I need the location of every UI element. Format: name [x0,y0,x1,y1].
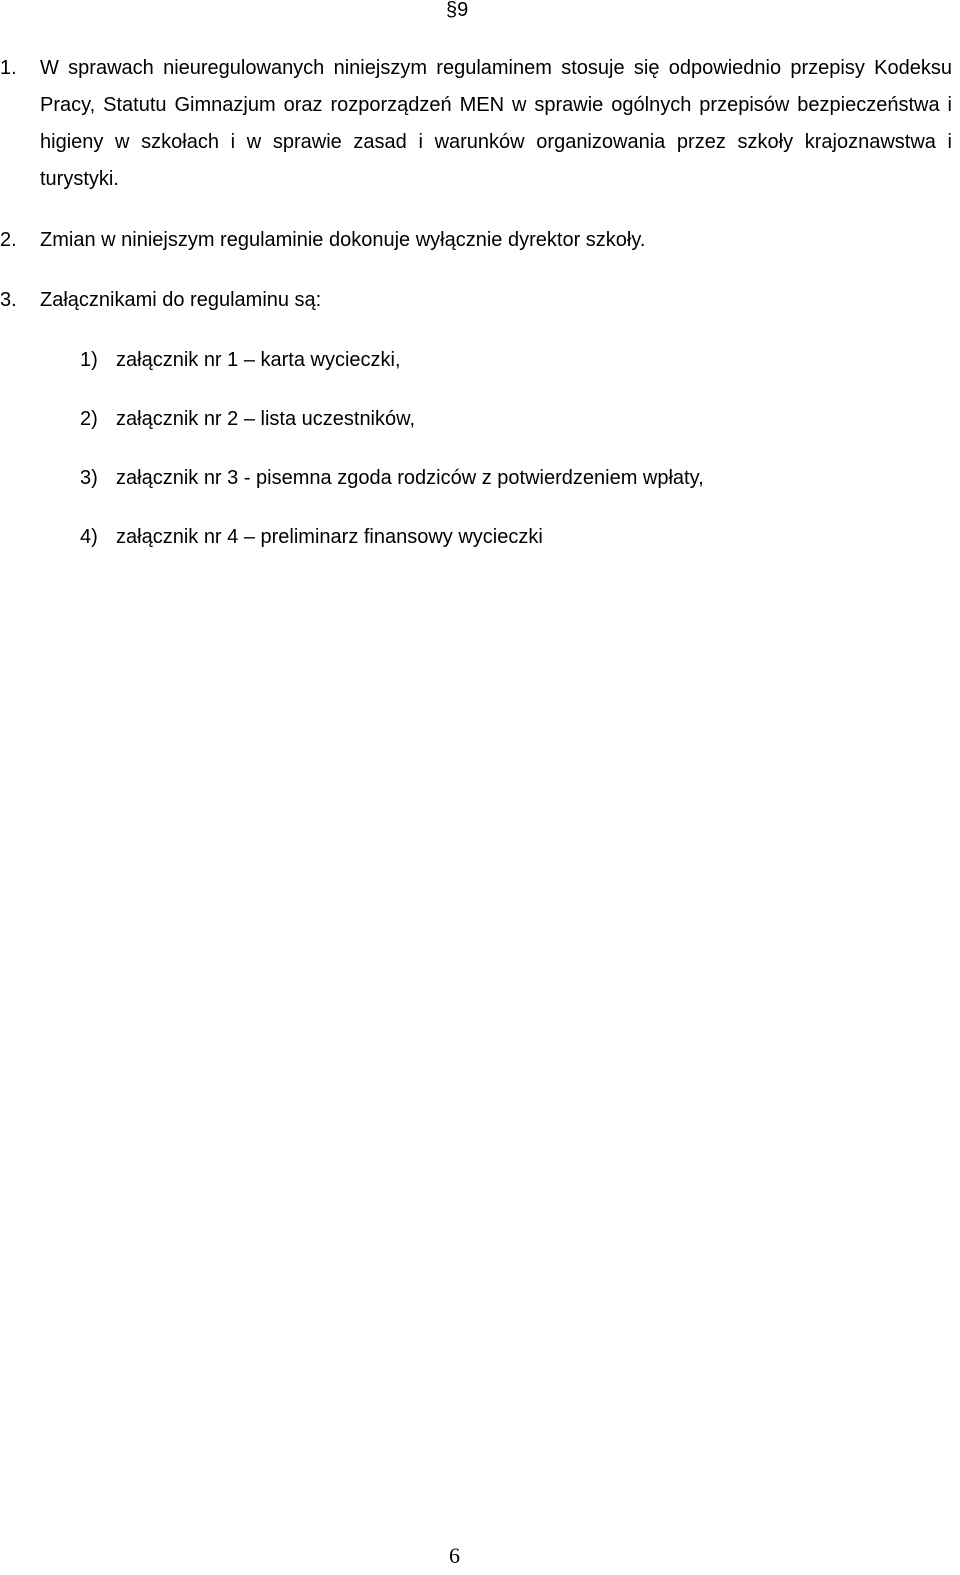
paragraph-number: 1. [0,57,17,79]
attachment-number: 2) [80,408,98,430]
section-heading: §9 [446,0,469,21]
paragraph-1 [0,50,952,198]
attachment-item [80,464,704,492]
paragraph-number: 2. [0,229,17,251]
attachment-number: 3) [80,467,98,489]
attachment-text: załącznik nr 1 – karta wycieczki, [116,349,401,371]
paragraph-text: W sprawach nieuregulowanych niniejszym regulaminem stosuje się odpowiednio przepisy Kodeksu Pracy, Statutu Gimnazjum oraz rozporządzeń MEN w sprawie ogólnych przepisów bezpieczeństwa i higieny w szkołach i w sprawie zasad i warunków organizowania przez szkoły krajoznawstwa i turystyki. [40,57,952,190]
page-number: 6 [449,1543,460,1568]
attachment-text: załącznik nr 2 – lista uczestników, [116,408,416,430]
paragraph-number: 3. [0,289,17,311]
attachment-item [80,523,543,551]
paragraph-text: Zmian w niniejszym regulaminie dokonuje wyłącznie dyrektor szkoły. [40,229,646,251]
attachment-text: załącznik nr 4 – preliminarz finansowy wycieczki [116,526,543,548]
attachment-item [80,346,401,374]
paragraph-text: Załącznikami do regulaminu są: [40,289,322,311]
attachment-item [80,405,415,433]
paragraph-2 [0,222,952,259]
attachment-number: 1) [80,349,98,371]
attachment-text: załącznik nr 3 - pisemna zgoda rodziców z potwierdzeniem wpłaty, [116,467,704,489]
paragraph-3 [0,282,952,319]
attachment-number: 4) [80,526,98,548]
